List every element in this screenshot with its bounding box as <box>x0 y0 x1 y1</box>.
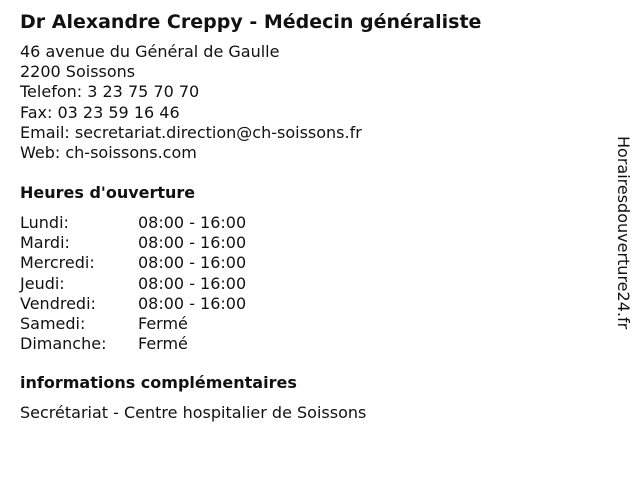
day-hours: 08:00 - 16:00 <box>138 233 247 253</box>
site-watermark: Horairesdouverture24.fr <box>614 136 633 330</box>
website-address: Web: ch-soissons.com <box>20 143 197 163</box>
day-label: Lundi: <box>20 213 69 232</box>
contact-block <box>20 42 362 163</box>
hours-row-wednesday <box>20 253 246 273</box>
day-label: Mardi: <box>20 233 70 253</box>
day-label: Vendredi: <box>20 293 96 313</box>
hours-row-sunday <box>20 334 246 354</box>
day-label: Mercredi: <box>20 253 95 273</box>
day-hours: Fermé <box>138 334 188 354</box>
phone-number: Telefon: 3 23 75 70 70 <box>20 82 200 102</box>
hours-row-saturday <box>20 314 246 334</box>
page-title: Dr Alexandre Creppy - Médecin généraliste <box>20 11 482 33</box>
day-hours: Fermé <box>138 314 188 334</box>
day-hours: 08:00 - 16:00 <box>138 273 247 293</box>
hours-row-thursday <box>20 274 246 294</box>
opening-hours-table <box>20 213 246 354</box>
day-hours: 08:00 - 16:00 <box>138 213 247 232</box>
day-hours: 08:00 - 16:00 <box>138 253 247 273</box>
hours-row-tuesday <box>20 233 246 253</box>
address-line-city: 2200 Soissons <box>20 62 136 82</box>
opening-hours-heading: Heures d'ouverture <box>20 183 196 202</box>
fax-number: Fax: 03 23 59 16 46 <box>20 102 180 122</box>
email-address: Email: secretariat.direction@ch-soissons.fr <box>20 122 362 142</box>
hours-row-monday <box>20 213 246 233</box>
day-label: Samedi: <box>20 314 86 334</box>
day-hours: 08:00 - 16:00 <box>138 293 247 313</box>
additional-info-text: Secrétariat - Centre hospitalier de Soissons <box>20 403 367 422</box>
day-label: Dimanche: <box>20 334 107 354</box>
additional-info-heading: informations complémentaires <box>20 373 297 392</box>
address-line-street: 46 avenue du Général de Gaulle <box>20 42 280 61</box>
day-label: Jeudi: <box>20 273 65 293</box>
hours-row-friday <box>20 294 246 314</box>
